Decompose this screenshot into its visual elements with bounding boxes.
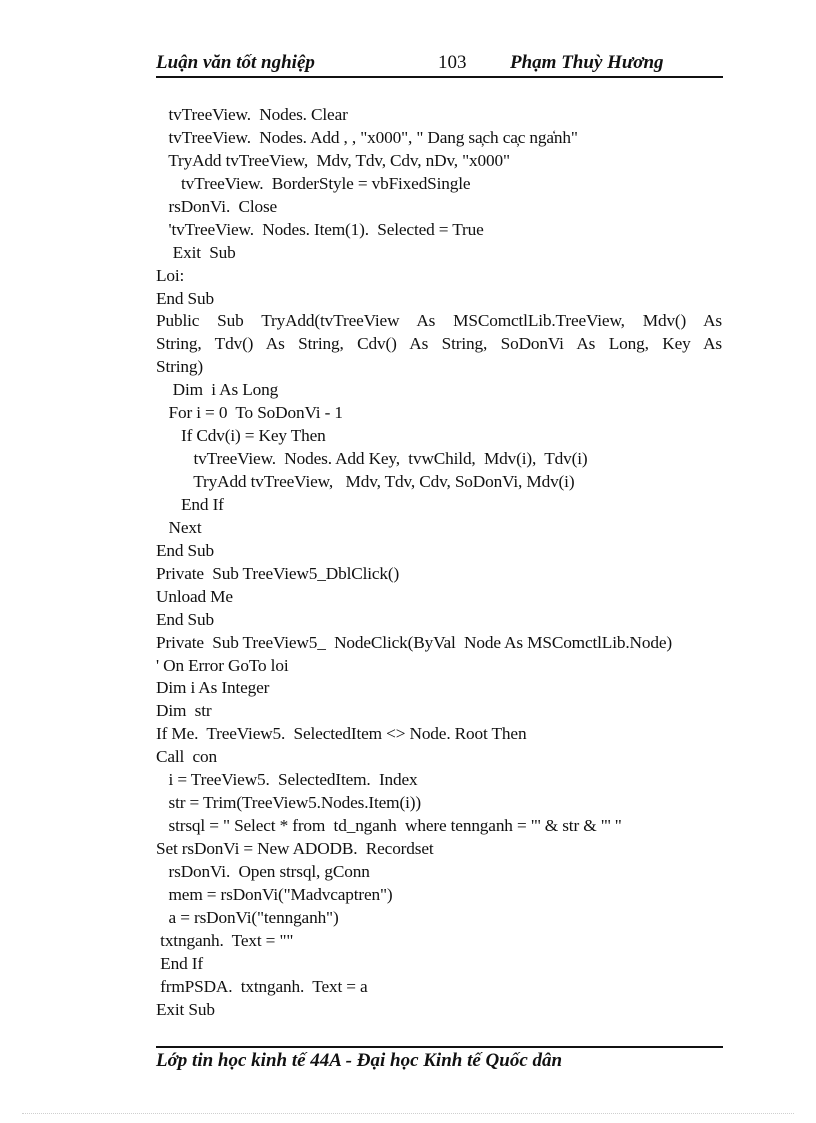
code-line: If Cdv(i) = Key Then xyxy=(156,426,326,446)
code-line: strsql = " Select * from td_nganh where tennganh = "' & str & "' " xyxy=(156,816,622,836)
code-line: Call con xyxy=(156,747,218,767)
code-listing xyxy=(156,104,722,1022)
footer-rule xyxy=(156,1046,723,1048)
code-line: Exit Sub xyxy=(156,999,215,1019)
page-edge-dots xyxy=(22,1113,794,1114)
page-header xyxy=(156,52,722,78)
code-line: Public Sub TryAdd(tvTreeView As MSComctlLib.TreeView, Mdv() As xyxy=(156,311,722,331)
code-line: End If xyxy=(156,494,224,514)
code-line: If Me. TreeView5. SelectedItem <> Node. Root Then xyxy=(156,724,527,744)
code-line: i = TreeView5. SelectedItem. Index xyxy=(156,770,418,790)
code-line: Set rsDonVi = New ADODB. Recordset xyxy=(156,839,434,858)
header-rule xyxy=(156,76,723,78)
code-line: End If xyxy=(156,953,203,973)
header-author: Phạm Thuỳ Hương xyxy=(510,52,664,73)
code-line: mem = rsDonVi("Madvcaptren") xyxy=(156,884,393,904)
code-line: String, Tdv() As String, Cdv() As String, SoDonVi As Long, Key As xyxy=(156,334,722,354)
code-line: End Sub xyxy=(156,609,214,629)
code-line: tvTreeView. BorderStyle = vbFixedSingle xyxy=(156,173,471,193)
code-line: a = rsDonVi("tennganh") xyxy=(156,907,339,927)
code-line: For i = 0 To SoDonVi - 1 xyxy=(156,403,343,423)
code-line: Loi: xyxy=(156,265,185,285)
page-number: 103 xyxy=(438,52,467,73)
code-line: tvTreeView. Nodes. Add , , "x000", " Dang sa̦ch ca̦c nga̒nh" xyxy=(156,127,578,147)
code-line: 'tvTreeView. Nodes. Item(1). Selected = True xyxy=(156,219,484,239)
code-line: End Sub xyxy=(156,288,214,308)
code-line: ' On Error GoTo loi xyxy=(156,655,289,675)
code-line: Dim i As Integer xyxy=(156,678,270,698)
code-line: End Sub xyxy=(156,540,214,560)
page-footer: Lớp tin học kinh tế 44A - Đại học Kinh tế Quốc dân xyxy=(156,1050,563,1071)
header-thesis-title: Luận văn tốt nghiệp xyxy=(156,52,315,73)
code-line: rsDonVi. Open strsql, gConn xyxy=(156,861,370,881)
code-line: Unload Me xyxy=(156,586,233,606)
code-line: TryAdd tvTreeView, Mdv, Tdv, Cdv, SoDonVi, Mdv(i) xyxy=(156,472,575,491)
code-line: tvTreeView. Nodes. Clear xyxy=(156,105,348,124)
code-line: Private Sub TreeView5_DblClick() xyxy=(156,563,400,583)
code-line: TryAdd tvTreeView, Mdv, Tdv, Cdv, nDv, "x000" xyxy=(156,150,510,170)
code-line: Dim str xyxy=(156,701,212,721)
code-line: Exit Sub xyxy=(156,242,236,262)
code-line: frmPSDA. txtnganh. Text = a xyxy=(156,976,368,996)
code-line: str = Trim(TreeView5.Nodes.Item(i)) xyxy=(156,793,421,813)
code-line: rsDonVi. Close xyxy=(156,196,278,216)
code-line: Dim i As Long xyxy=(156,380,279,400)
code-line: Private Sub TreeView5_ NodeClick(ByVal Node As MSComctlLib.Node) xyxy=(156,632,672,652)
code-line: Next xyxy=(156,517,202,537)
code-line: String) xyxy=(156,357,203,377)
code-line: tvTreeView. Nodes. Add Key, tvwChild, Mdv(i), Tdv(i) xyxy=(156,449,588,469)
code-line: txtnganh. Text = "" xyxy=(156,930,294,950)
